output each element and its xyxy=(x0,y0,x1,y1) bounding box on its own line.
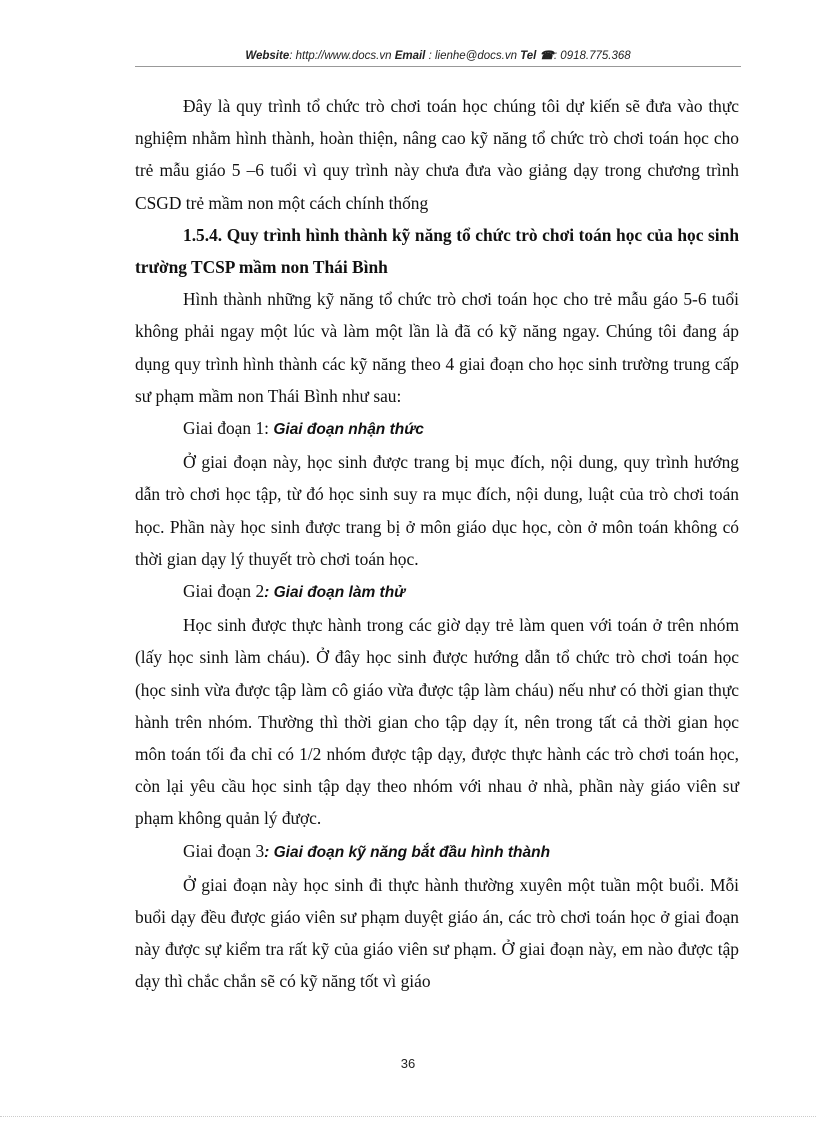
tel-value: : 0918.775.368 xyxy=(553,50,631,62)
email-value: : lienhe@docs.vn xyxy=(428,50,517,62)
stage-1-label xyxy=(135,412,739,446)
paragraph-intro: Đây là quy trình tổ chức trò chơi toán học chúng tôi dự kiến sẽ đưa vào thực nghiệm nhằm hình thành, hoàn thiện, nâng cao kỹ năng tổ chức trò chơi toán học cho trẻ mẫu giáo 5 –6 tuổi vì quy trình này chưa đưa vào giảng dạy trong chương trình CSGD trẻ mầm non một cách chính thống xyxy=(135,96,739,213)
paragraph-stage-2: Học sinh được thực hành trong các giờ dạy trẻ làm quen với toán ở trên nhóm (lấy học sinh làm cháu). Ở đây học sinh được hướng dẫn tổ chức trò chơi toán học (học sinh vừa được tập làm cô giáo vừa được tập làm cháu) nếu như có thời gian thực hành trên nhóm. Thường thì thời gian cho tập dạy ít, nên trong tất cả thời gian học môn toán tối đa chỉ có 1/2 nhóm được tập dạy, được thực hành các trò chơi toán học, còn lại yêu cầu học sinh tập dạy theo nhóm với nhau ở nhà, phần này giáo viên sư phạm không quản lý được. xyxy=(135,615,739,829)
document-body xyxy=(135,90,739,998)
section-heading: 1.5.4. Quy trình hình thành kỹ năng tổ chức trò chơi toán học của học sinh trường TCSP mầm non Thái Bình xyxy=(135,224,739,278)
paragraph-stage-3: Ở giai đoạn này học sinh đi thực hành thường xuyên một tuần một buổi. Mỗi buổi dạy đều được giáo viên sư phạm duyệt giáo án, các trò chơi toán học ở giai đoạn này được sự kiểm tra rất kỹ của giáo viên sư phạm. Ở giai đoạn này, em nào được tập dạy thì chắc chắn sẽ có kỹ năng tốt vì giáo xyxy=(135,874,739,992)
tel-label: Tel xyxy=(520,50,537,62)
stage-1-prefix: Giai đoạn 1: xyxy=(183,418,274,439)
page-number: 36 xyxy=(400,1056,416,1071)
email-label: Email xyxy=(394,50,426,62)
website-label: Website xyxy=(245,50,290,62)
header-rule xyxy=(135,66,741,67)
stage-3-label xyxy=(135,835,739,869)
stage-3-prefix: Giai đoạn 3 xyxy=(183,840,265,861)
page-bottom-border xyxy=(0,1116,816,1117)
stage-3-title: : Giai đoạn kỹ năng bắt đầu hình thành xyxy=(264,843,551,861)
stage-2-title: : Giai đoạn làm thử xyxy=(264,584,406,602)
page-header xyxy=(135,48,741,62)
stage-2-prefix: Giai đoạn 2 xyxy=(183,581,265,602)
paragraph-stage-1: Ở giai đoạn này, học sinh được trang bị mục đích, nội dung, quy trình hướng dẫn trò chơi học tập, từ đó học sinh suy ra mục đích, nội dung, luật của trò chơi toán học. Phần này học sinh được trang bị ở môn giáo dục học, còn ở môn toán không có thời gian dạy lý thuyết trò chơi toán học. xyxy=(135,452,739,569)
stage-2-label xyxy=(135,575,739,609)
paragraph-overview: Hình thành những kỹ năng tổ chức trò chơi toán học cho trẻ mẫu gáo 5-6 tuổi không phải ngay một lúc và làm một lần là đã có kỹ năng ngay. Chúng tôi đang áp dụng quy trình hình thành các kỹ năng theo 4 giai đoạn cho học sinh trường trung cấp sư phạm mầm non Thái Bình như sau: xyxy=(135,289,739,406)
website-value: : http://www.docs.vn xyxy=(289,50,392,62)
phone-icon: ☎ xyxy=(539,50,554,62)
stage-1-title: Giai đoạn nhận thức xyxy=(273,421,424,439)
